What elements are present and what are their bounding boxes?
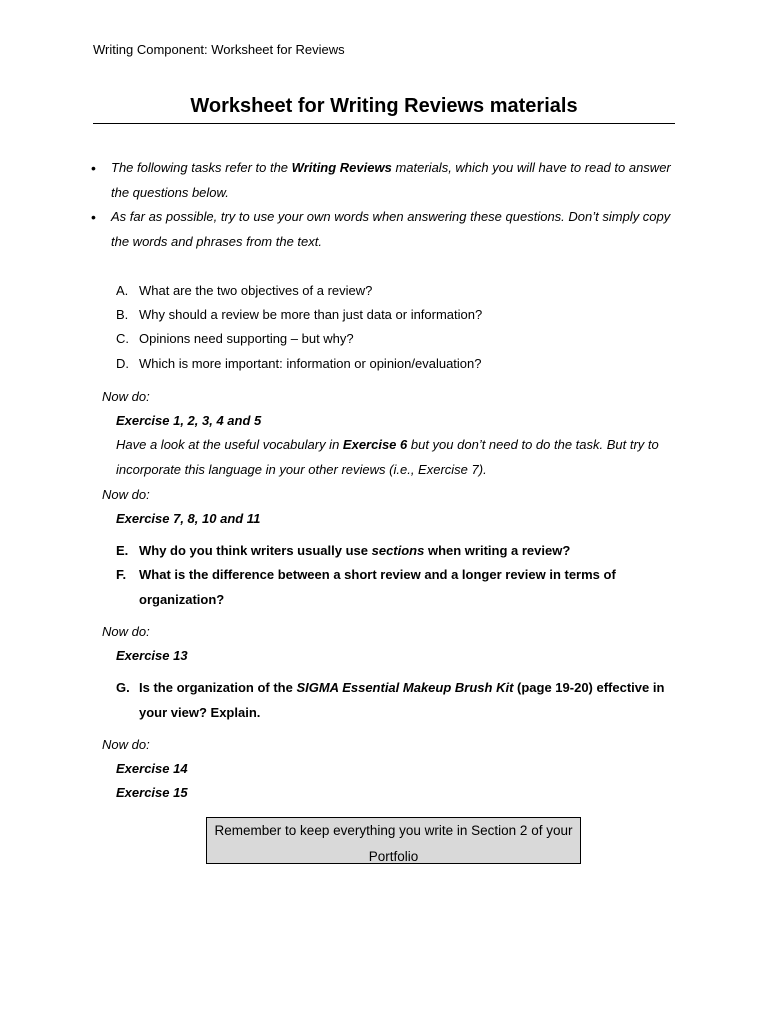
question-a: A. What are the two objectives of a review? [116, 283, 373, 298]
instruction-item: • As far as possible, try to use your own words when answering these questions. Don’t simply copy the words and phrases from the text. [93, 205, 683, 254]
portfolio-reminder-box: Remember to keep everything you write in Section 2 of your Portfolio [206, 817, 581, 864]
page-title: Worksheet for Writing Reviews materials [190, 95, 578, 117]
instructions-list [93, 156, 683, 254]
vocabulary-note: Have a look at the useful vocabulary in Exercise 6 but you don’t need to do the task. But try to incorporate this language in your other reviews (i.e., Exercise 7). [116, 437, 659, 477]
question-f: F. What is the difference between a short review and a longer review in terms of organization? [116, 567, 616, 607]
title-underline [93, 123, 675, 124]
question-c: C. Opinions need supporting – but why? [116, 331, 354, 346]
question-b: B. Why should a review be more than just data or information? [116, 307, 483, 322]
exercise-7-11: Exercise 7, 8, 10 and 11 [116, 511, 261, 526]
now-do-label: Now do: [102, 487, 150, 502]
page-header: Writing Component: Worksheet for Reviews [93, 42, 345, 57]
instruction-item: • The following tasks refer to the Writing Reviews materials, which you will have to read to answer the questions below. [93, 156, 683, 205]
exercise-15: Exercise 15 [116, 785, 188, 800]
exercise-14: Exercise 14 [116, 761, 188, 776]
question-e: E. Why do you think writers usually use sections when writing a review? [116, 543, 571, 558]
question-d: D. Which is more important: information or opinion/evaluation? [116, 356, 482, 371]
question-g: G. Is the organization of the SIGMA Essential Makeup Brush Kit (page 19-20) effective in your view? Explain. [116, 680, 665, 720]
exercise-13: Exercise 13 [116, 648, 188, 663]
exercise-1-5: Exercise 1, 2, 3, 4 and 5 [116, 413, 262, 428]
materials-name: Writing Reviews [291, 160, 392, 175]
now-do-label: Now do: [102, 624, 150, 639]
now-do-label: Now do: [102, 737, 150, 752]
now-do-label: Now do: [102, 389, 150, 404]
